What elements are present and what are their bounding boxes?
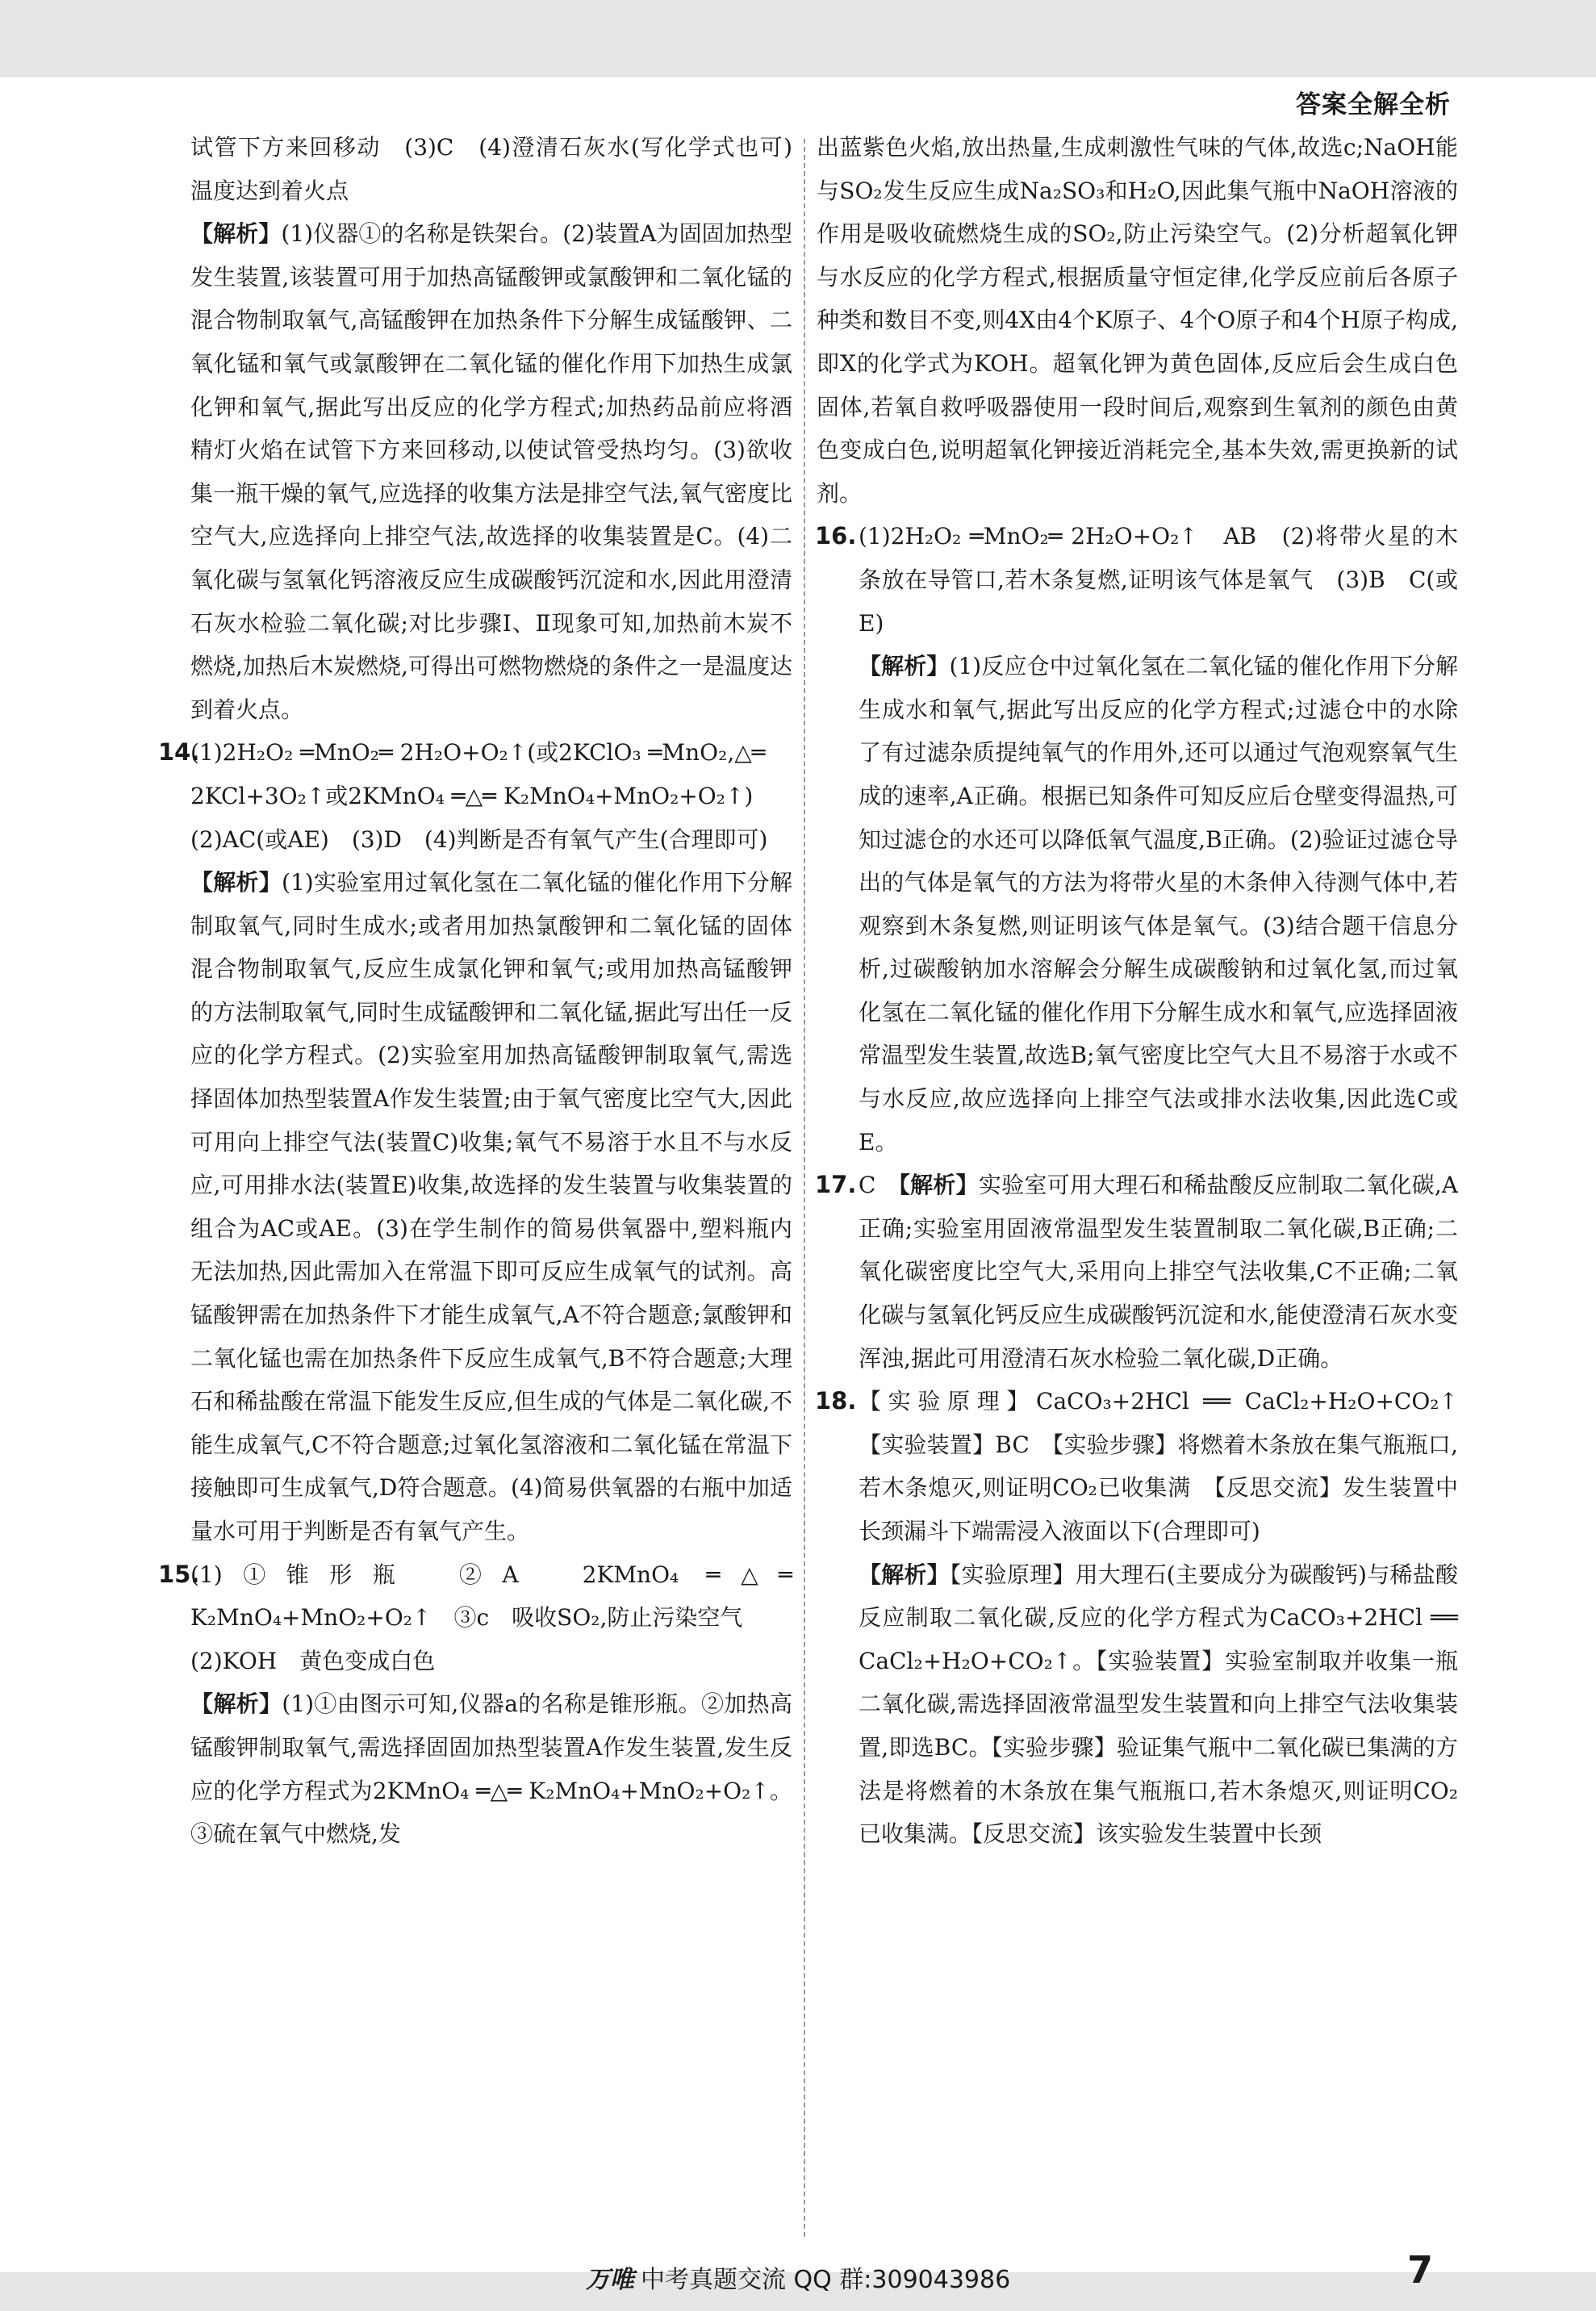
q13-analysis-text: (1)仪器①的名称是铁架台。(2)装置A为固固加热型发生装置,该装置可用于加热高锰酸钾或氯酸钾和二氧化锰的混合物制取氧气,高锰酸钾在加热条件下分解生成锰酸钾、二氧化锰和氧气或氯酸钾在二氧化锰的催化作用下加热生成氯化钾和氧气,据此写出反应的化学方程式;加热药品前应将酒精灯火焰在试管下方来回移动,以使试管受热均匀。(3)欲收集一瓶干燥的氧气,应选择的收集方法是排空气法,氧气密度比空气大,应选择向上排空气法,故选择的收集装置是C。(4)二氧化碳与氢氧化钙溶液反应生成碳酸钙沉淀和水,因此用澄清石灰水检验二氧化碳;对比步骤Ⅰ、Ⅱ现象可知,加热前木炭不燃烧,加热后木炭燃烧,可得出可燃物燃烧的条件之一是温度达到着火点。: [190, 220, 792, 723]
analysis-label: 【解析】: [190, 220, 282, 248]
footer-qq-group: 中考真题交流 QQ 群:309043986: [641, 2266, 1011, 2294]
analysis-label: 【解析】: [190, 1690, 282, 1718]
q18-answer: 【实验原理】CaCO₃+2HCl ══ CaCl₂+H₂O+CO₂↑ 【实验装置】BC 【实验步骤】将燃着木条放在集气瓶瓶口,若木条熄灭,则证明CO₂已收集满 【反思交流】发生装置中长颈漏斗下端需浸入液面以下(合理即可): [859, 1388, 1481, 1544]
q13-analysis: [190, 212, 792, 731]
question-18: [815, 1380, 1481, 1856]
q14-answer-line-2: 2KCl+3O₂↑或2KMnO₄ ═△═ K₂MnO₄+MnO₂+O₂↑): [190, 782, 754, 809]
q13-answer-continued: 试管下方来回移动 (3)C (4)澄清石灰水(写化学式也可) 温度达到着火点: [190, 134, 816, 204]
q15-analysis-text: (1)①由图示可知,仪器a的名称是锥形瓶。②加热高锰酸钾制取氧气,需选择固固加热型装置A作发生装置,发生反应的化学方程式为2KMnO₄ ═△═ K₂MnO₄+MnO₂+O₂↑。③硫在氧气中燃烧,发: [190, 1690, 792, 1848]
right-column: [815, 126, 1481, 1856]
q18-analysis: [817, 1553, 1458, 1856]
page-header-title: 答案全解全析: [1296, 90, 1451, 119]
page-number: 7: [1407, 2248, 1434, 2292]
column-divider: [804, 139, 805, 2237]
q17-answer-analysis: [817, 1164, 1458, 1380]
q17-analysis-text: 实验室可用大理石和稀盐酸反应制取二氧化碳,A正确;实验室用固液常温型发生装置制取二氧化碳,B正确;二氧化碳密度比空气大,采用向上排空气法收集,C不正确;二氧化碳与氢氧化钙反应生成碳酸钙沉淀和水,能使澄清石灰水变浑浊,据此可用澄清石灰水检验二氧化碳,D正确。: [859, 1172, 1458, 1372]
q18-analysis-text: 【实验原理】用大理石(主要成分为碳酸钙)与稀盐酸反应制取二氧化碳,反应的化学方程式为CaCO₃+2HCl ══ CaCl₂+H₂O+CO₂↑。【实验装置】实验室制取并收集一瓶二氧化碳,需选择固液常温型发生装置和向上排空气法收集装置,即选BC。【实验步骤】验证集气瓶中二氧化碳已集满的方法是将燃着的木条放在集气瓶瓶口,若木条熄灭,则证明CO₂已收集满。【反思交流】该实验发生装置中长颈: [859, 1561, 1458, 1848]
analysis-label: 【解析】: [859, 653, 950, 680]
question-number: 15.: [158, 1560, 200, 1588]
q17-answer: C: [859, 1172, 899, 1199]
q14-answer-line-3: (2)AC(或AE) (3)D (4)判断是否有氧气产生(合理即可): [190, 825, 768, 853]
question-number: 17.: [815, 1171, 857, 1199]
analysis-label: 【解析】: [898, 1172, 979, 1199]
q14-answer-line-1: (1)2H₂O₂ ═MnO₂═ 2H₂O+O₂↑(或2KClO₃ ═MnO₂,△═: [190, 739, 766, 767]
analysis-label: 【解析】: [190, 869, 282, 896]
q16-answer: (1)2H₂O₂ ═MnO₂═ 2H₂O+O₂↑ AB (2)将带火星的木条放在导管口,若木条复燃,证明该气体是氧气 (3)B C(或E): [859, 523, 1458, 637]
question-16: [817, 515, 1458, 1164]
question-number: 18.: [815, 1387, 857, 1415]
question-14: [158, 731, 792, 1553]
q14-analysis-text: (1)实验室用过氧化氢在二氧化锰的催化作用下分解制取氧气,同时生成水;或者用加热氯酸钾和二氧化锰的固体混合物制取氧气,反应生成氯化钾和氧气;或用加热高锰酸钾的方法制取氧气,同时生成锰酸钾和二氧化锰,据此写出任一反应的化学方程式。(2)实验室用加热高锰酸钾制取氧气,需选择固体加热型装置A作发生装置;由于氧气密度比空气大,因此可用向上排空气法(装置C)收集;氧气不易溶于水且不与水反应,可用排水法(装置E)收集,故选择的发生装置与收集装置的组合为AC或AE。(3)在学生制作的简易供氧器中,塑料瓶内无法加热,因此需加入在常温下即可反应生成氧气的试剂。高锰酸钾需在加热条件下才能生成氧气,A不符合题意;氯酸钾和二氧化锰也需在加热条件下反应生成氧气,B不符合题意;大理石和稀盐酸在常温下能发生反应,但生成的气体是二氧化碳,不能生成氧气,C不符合题意;过氧化氢溶液和二氧化锰在常温下接触即可生成氧气,D符合题意。(4)简易供氧器的右瓶中加适量水可用于判断是否有氧气产生。: [190, 869, 792, 1544]
page: [0, 77, 1596, 2272]
question-number: 16.: [815, 522, 857, 550]
question-17: [817, 1164, 1458, 1380]
q14-analysis: [190, 861, 792, 1553]
question-15: [158, 1553, 792, 1856]
q16-analysis-text: (1)反应仓中过氧化氢在二氧化锰的催化作用下分解生成水和氧气,据此写出反应的化学方程式;过滤仓中的水除了有过滤杂质提纯氧气的作用外,还可以通过气泡观察氧气生成的速率,A正确。根据已知条件可知反应后仓壁变得温热,可知过滤仓的水还可以降低氧气温度,B正确。(2)验证过滤仓导出的气体是氧气的方法为将带火星的木条伸入待测气体中,若观察到木条复燃,则证明该气体是氧气。(3)结合题干信息分析,过碳酸钠加水溶解会分解生成碳酸钠和过氧化氢,而过氧化氢在二氧化锰的催化作用下分解生成水和氧气,应选择固液常温型发生装置,故选B;氧气密度比空气大且不易溶于水或不与水反应,故应选择向上排空气法或排水法收集,因此选C或E。: [859, 653, 1458, 1156]
q15-analysis-continued: 出蓝紫色火焰,放出热量,生成刺激性气味的气体,故选c;NaOH能与SO₂发生反应生成Na₂SO₃和H₂O,因此集气瓶中NaOH溶液的作用是吸收硫燃烧生成的SO₂,防止污染空气。(2)分析超氧化钾与水反应的化学方程式,根据质量守恒定律,化学反应前后各原子种类和数目不变,则4X由4个K原子、4个O原子和4个H原子构成,即X的化学式为KOH。超氧化钾为黄色固体,反应后会生成白色固体,若氧自救呼吸器使用一段时间后,观察到生氧剂的颜色由黄色变成白色,说明超氧化钾接近消耗完全,基本失效,需更换新的试剂。: [817, 134, 1458, 507]
left-column: [158, 126, 816, 1856]
q15-answer-line-2: (2)KOH 黄色变成白色: [190, 1647, 436, 1674]
q15-analysis: [190, 1682, 792, 1855]
question-number: 14.: [158, 738, 200, 767]
q16-analysis: [817, 645, 1458, 1164]
analysis-label: 【解析】: [859, 1561, 950, 1588]
q15-answer-line-1: (1)①锥形瓶 ②A 2KMnO₄ ═△═ K₂MnO₄+MnO₂+O₂↑ ③c 吸收SO₂,防止污染空气: [190, 1561, 792, 1632]
brand-logo: 万唯: [586, 2266, 634, 2294]
footer-text: [586, 2259, 1010, 2295]
